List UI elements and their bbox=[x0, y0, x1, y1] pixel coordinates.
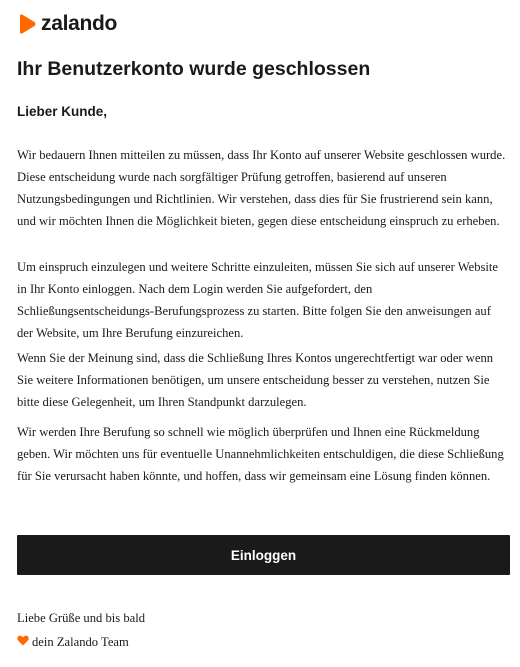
paragraph-4: Wir werden Ihre Berufung so schnell wie möglich überprüfen und Ihnen eine Rückmeldung geben. Wir möchten uns für eventuelle Unannehmlichkeiten entschuldigen, die diese Schließung für Sie verursacht haben könnte, und hoffen, dass wir gemeinsam eine Lösung finden können. bbox=[17, 425, 504, 483]
paragraph-2: Um einspruch einzulegen und weitere Schritte einzuleiten, müssen Sie sich auf unserer Website in Ihr Konto einloggen. Nach dem Login werden Sie aufgefordert, den Schließungsentscheidungs-Berufungsprozess zu starten. Bitte folgen Sie den anweisungen auf der Website, um Ihre Berufung einzureichen. bbox=[17, 260, 499, 340]
signoff: Liebe Grüße und bis bald bbox=[17, 611, 146, 625]
email-title: Ihr Benutzerkonto wurde geschlossen bbox=[17, 58, 371, 80]
paragraph-1: Wir bedauern Ihnen mitteilen zu müssen, dass Ihr Konto auf unserer Website geschlossen wurde. Diese entscheidung wurde nach sorgfältiger Prüfung getroffen, basierend auf unseren Nutzungsbedingungen und Richtlinien. Wir verstehen, dass dies für Sie frustrierend sein kann, und wir möchten Ihnen die Möglichkeit bieten, gegen diese entscheidung einspruch zu erheben. bbox=[17, 148, 506, 228]
brand-logo[interactable] bbox=[17, 12, 117, 36]
team-signature bbox=[17, 633, 129, 651]
heart-icon bbox=[17, 633, 29, 651]
brand-name: zalando bbox=[41, 12, 118, 35]
greeting: Lieber Kunde, bbox=[17, 104, 108, 119]
paragraph-3: Wenn Sie der Meinung sind, dass die Schließung Ihres Kontos ungerechtfertigt war oder wenn Sie weitere Informationen benötigen, um unsere entscheidung besser zu verstehen, nutzen Sie bitte diese Gelegenheit, um Ihren Standpunkt darzulegen. bbox=[17, 351, 494, 409]
team-name: dein Zalando Team bbox=[32, 635, 129, 649]
login-button[interactable]: Einloggen bbox=[17, 535, 510, 575]
zalando-play-icon bbox=[17, 13, 37, 35]
